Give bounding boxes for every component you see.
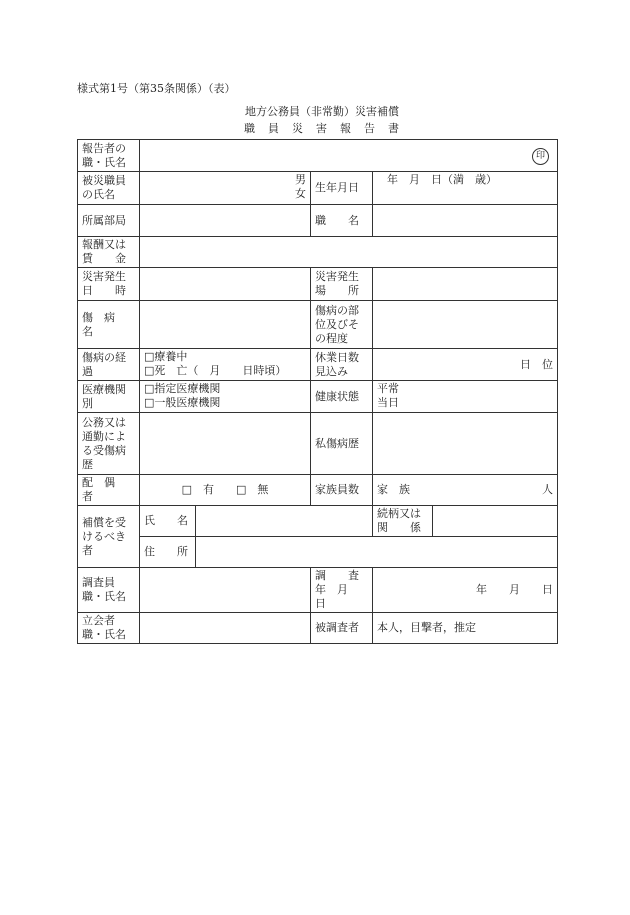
occurrence-time-label: 災害発生日 時 <box>78 268 140 301</box>
spouse-field[interactable]: □ 有 □ 無 <box>140 475 311 506</box>
medical-label: 医療機関別 <box>78 381 140 413</box>
health-field[interactable] <box>373 381 558 413</box>
seal-mark: 印 <box>532 148 549 165</box>
relation-field[interactable] <box>433 506 558 537</box>
beneficiary-name-label: 氏 名 <box>140 506 196 537</box>
beneficiary-address-field[interactable] <box>196 537 558 568</box>
position-label: 職 名 <box>311 205 373 237</box>
reporter-field[interactable] <box>140 140 558 172</box>
progress-option-treatment[interactable]: □療養中 <box>144 350 188 363</box>
dept-field[interactable] <box>140 205 311 237</box>
injury-history-field[interactable] <box>140 413 311 475</box>
occurrence-time-field[interactable] <box>140 268 311 301</box>
beneficiary-address-label: 住 所 <box>140 537 196 568</box>
witness-label: 立会者職・氏名 <box>78 613 140 644</box>
investigation-date-field[interactable]: 年 月 日 <box>373 568 558 613</box>
male-option: 男 <box>295 173 306 186</box>
dept-label: 所属部局 <box>78 205 140 237</box>
family-count-field[interactable] <box>373 475 558 506</box>
family-prefix: 家 族 <box>377 483 410 496</box>
injury-history-label: 公務又は通勤による受傷病歴 <box>78 413 140 475</box>
investigation-date-label: 調 査年 月 日 <box>311 568 373 613</box>
position-field[interactable] <box>373 205 558 237</box>
form-number: 様式第1号（第35条関係）（表） <box>77 82 236 95</box>
progress-field[interactable] <box>140 349 311 381</box>
dob-field[interactable]: 年 月 日（満 歳） <box>373 172 558 205</box>
investigator-field[interactable] <box>140 568 311 613</box>
investigator-label: 調査員職・氏名 <box>78 568 140 613</box>
rest-days-unit: 日 位 <box>520 357 554 371</box>
injury-label: 傷 病 名 <box>78 301 140 349</box>
injury-part-field[interactable] <box>373 301 558 349</box>
pay-field[interactable] <box>140 237 558 268</box>
occurrence-place-label: 災害発生場 所 <box>311 268 373 301</box>
family-count-label: 家族員数 <box>311 475 373 506</box>
title-line-2: 職 員 災 害 報 告 書 <box>244 122 400 135</box>
spouse-label: 配 偶 者 <box>78 475 140 506</box>
investigated-field[interactable]: 本人，目撃者，推定 <box>373 613 558 644</box>
reporter-label: 報告者の職・氏名 <box>78 140 140 172</box>
relation-label: 続柄又は関 係 <box>373 506 433 537</box>
beneficiary-name-field[interactable] <box>196 506 373 537</box>
medical-field[interactable] <box>140 381 311 413</box>
dob-label: 生年月日 <box>311 172 373 205</box>
rest-days-label: 休業日数見込み <box>311 349 373 381</box>
investigated-label: 被調査者 <box>311 613 373 644</box>
health-normal: 平常 <box>377 382 399 395</box>
family-unit: 人 <box>542 483 554 496</box>
victim-label: 被災職員の氏名 <box>78 172 140 205</box>
medical-option-general[interactable]: □一般医療機関 <box>144 396 221 409</box>
title-line-1: 地方公務員（非常勤）災害補償 <box>245 105 399 118</box>
female-option: 女 <box>295 187 306 200</box>
health-day: 当日 <box>377 396 399 409</box>
progress-option-death[interactable]: □死 亡（ 月 日時頃） <box>144 364 287 377</box>
pay-label: 報酬又は賃 金 <box>78 237 140 268</box>
health-label: 健康状態 <box>311 381 373 413</box>
medical-option-designated[interactable]: □指定医療機関 <box>144 382 221 395</box>
beneficiary-label: 補償を受けるべき者 <box>78 506 140 568</box>
rest-days-field[interactable] <box>373 349 558 381</box>
private-history-label: 私傷病歴 <box>311 413 373 475</box>
injury-part-label: 傷病の部位及びその程度 <box>311 301 373 349</box>
private-history-field[interactable] <box>373 413 558 475</box>
injury-field[interactable] <box>140 301 311 349</box>
victim-name-field[interactable] <box>140 172 311 205</box>
progress-label: 傷病の経過 <box>78 349 140 381</box>
occurrence-place-field[interactable] <box>373 268 558 301</box>
witness-field[interactable] <box>140 613 311 644</box>
report-form-table <box>77 139 558 644</box>
